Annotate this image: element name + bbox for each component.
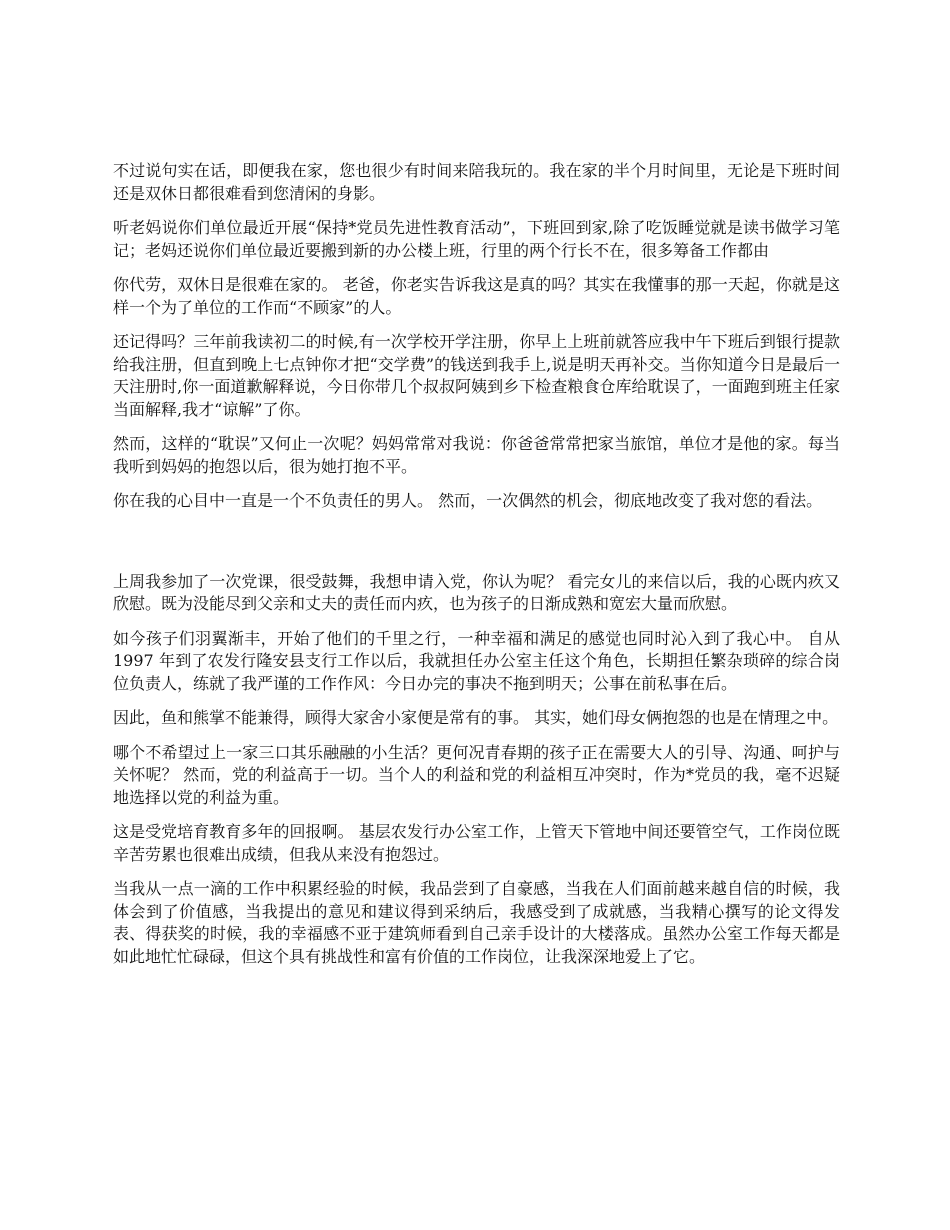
paragraph-12: 当我从一点一滴的工作中积累经验的时候，我品尝到了自豪感，当我在人们面前越来越自信的时候，我体会到了价值感，当我提出的意见和建议得到采纳后，我感受到了成就感，当我精心撰写的论文得发表、得获奖的时候，我的幸福感不亚于建筑师看到自己亲手设计的大楼落成。虽然办公室工作每天都是如此地忙忙碌碌，但这个具有挑战性和富有价值的工作岗位，让我深深地爱上了它。 xyxy=(113,879,840,966)
paragraph-9: 因此，鱼和熊掌不能兼得，顾得大家舍小家便是常有的事。 其实，她们母女俩抱怨的也是在情理之中。 xyxy=(113,708,839,727)
paragraph-2: 听老妈说你们单位最近开展“保持*党员先进性教育活动”，下班回到家,除了吃饭睡觉就是读书做学习笔记；老妈还说你们单位最近要搬到新的办公楼上班，行里的两个行长不在，很多筹备工作都由 xyxy=(113,218,840,260)
paragraph-6: 你在我的心目中一直是一个不负责任的男人。 然而，一次偶然的机会，彻底地改变了我对您的看法。 xyxy=(113,491,823,510)
paragraph-5: 然而，这样的“耽误”又何止一次呢？妈妈常常对我说：你爸爸常常把家当旅馆，单位才是他的家。每当我听到妈妈的抱怨以后，很为她打抱不平。 xyxy=(113,434,840,476)
document-body xyxy=(113,160,840,980)
paragraph-3: 你代劳，双休日是很难在家的。 老爸，你老实告诉我这是真的吗？其实在我懂事的那一天起，你就是这样一个为了单位的工作而“不顾家”的人。 xyxy=(113,275,840,317)
paragraph-4: 还记得吗？三年前我读初二的时候,有一次学校开学注册，你早上上班前就答应我中午下班后到银行提款给我注册，但直到晚上七点钟你才把“交学费”的钱送到我手上,说是明天再补交。当你知道今日是最后一天注册时,你一面道歉解释说，今日你带几个叔叔阿姨到乡下检查粮食仓库给耽误了，一面跑到班主任家当面解释,我才“谅解”了你。 xyxy=(113,332,840,419)
paragraph-1: 不过说句实在话，即便我在家，您也很少有时间来陪我玩的。我在家的半个月时间里，无论是下班时间还是双休日都很难看到您清闲的身影。 xyxy=(113,161,840,203)
paragraph-8: 如今孩子们羽翼渐丰，开始了他们的千里之行，一种幸福和满足的感觉也同时沁入到了我心中。 自从 1997 年到了农发行隆安县支行工作以后，我就担任办公室主任这个角色，长期担任繁杂琐碎的综合岗位负责人，练就了我严谨的工作作风：今日办完的事决不拖到明天；公事在前私事在后。 xyxy=(113,628,840,693)
paragraph-7: 上周我参加了一次党课，很受鼓舞，我想申请入党，你认为呢？ 看完女儿的来信以后，我的心既内疚又欣慰。既为没能尽到父亲和丈夫的责任而内疚，也为孩子的日渐成熟和宽宏大量而欣慰。 xyxy=(113,571,840,613)
paragraph-10: 哪个不希望过上一家三口其乐融融的小生活？更何况青春期的孩子正在需要大人的引导、沟通、呵护与关怀呢？ 然而，党的利益高于一切。当个人的利益和党的利益相互冲突时，作为*党员的我，毫不迟疑地选择以党的利益为重。 xyxy=(113,742,840,807)
paragraph-11: 这是受党培育教育多年的回报啊。 基层农发行办公室工作，上管天下管地中间还要管空气，工作岗位既辛苦劳累也很难出成绩，但我从来没有抱怨过。 xyxy=(113,822,840,864)
